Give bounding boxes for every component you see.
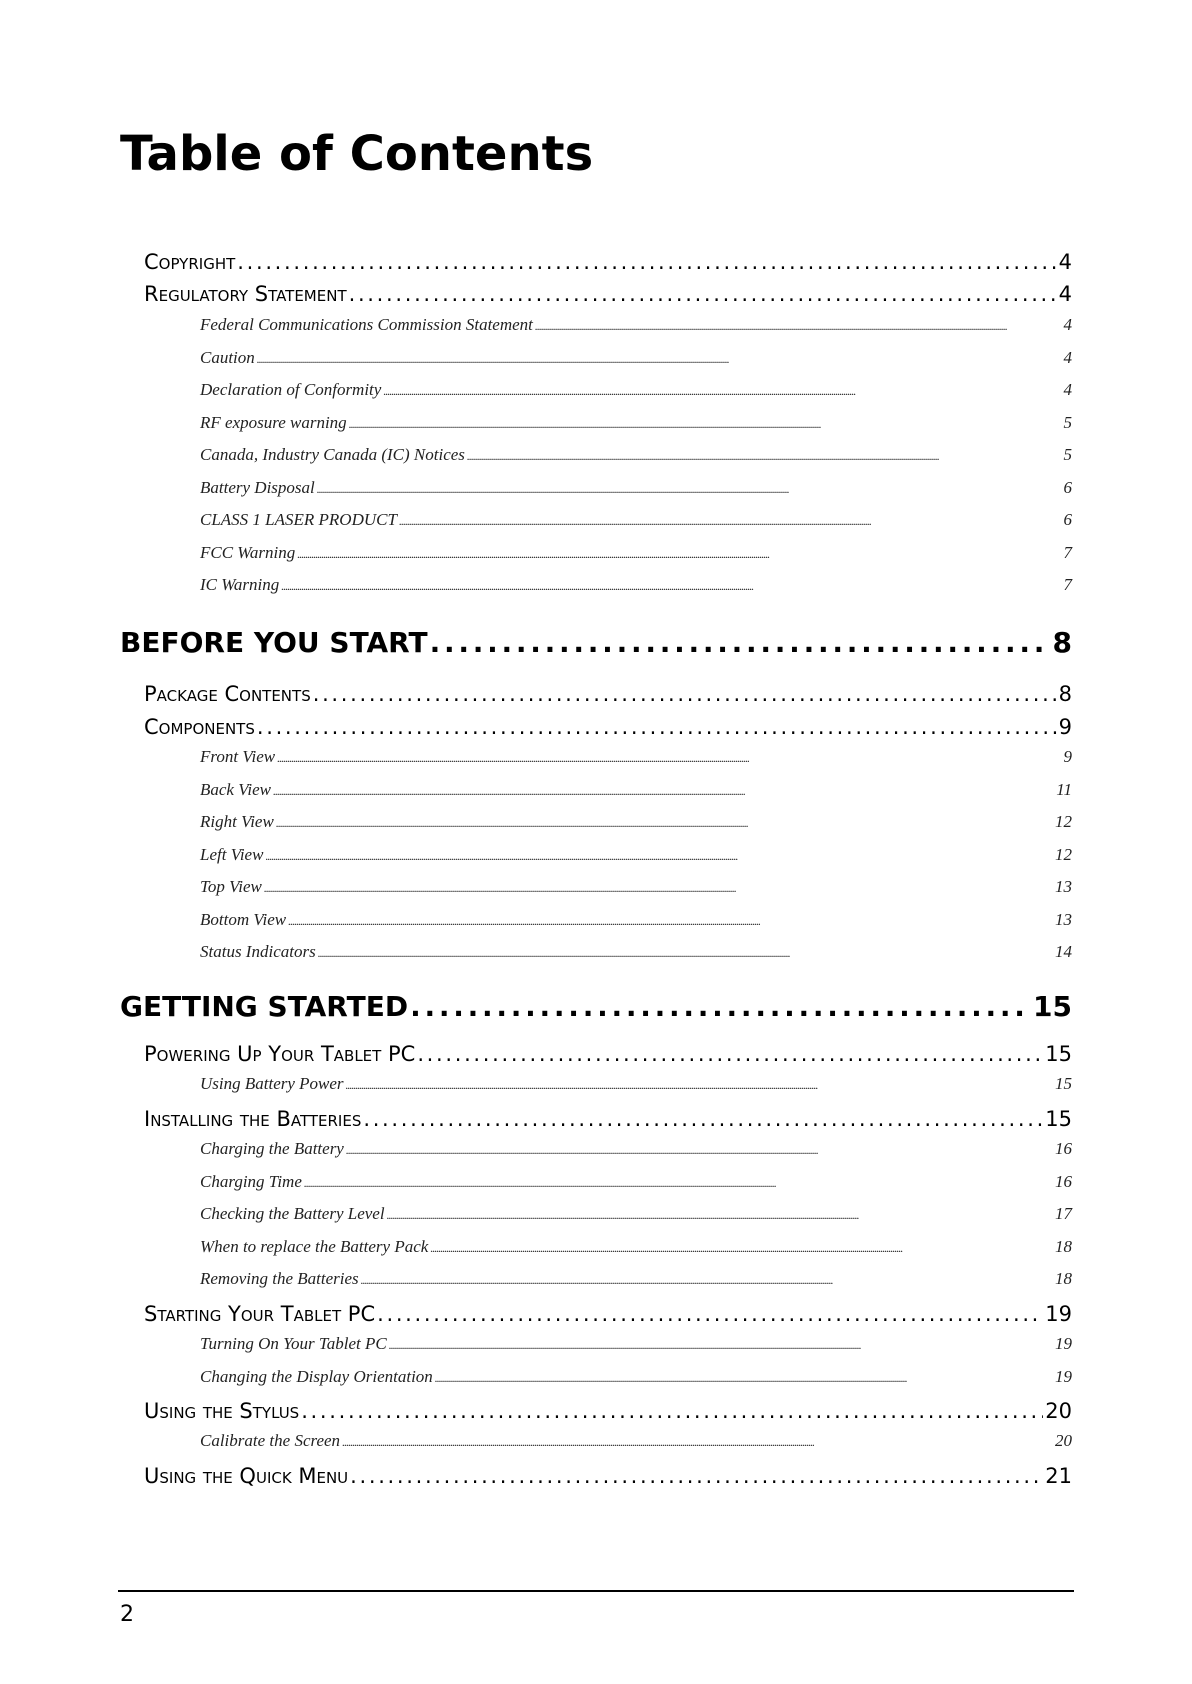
toc-entry-page: 4: [1063, 380, 1072, 399]
toc-entry-page: 13: [1055, 910, 1072, 929]
toc-entry-starting-tablet[interactable]: [144, 1302, 1072, 1334]
toc-entry-title: Copyright: [144, 250, 236, 274]
toc-entry-page: 19: [1045, 1302, 1072, 1326]
toc-entry-page: 21: [1045, 1464, 1072, 1488]
toc-entry-copyright[interactable]: [144, 250, 1072, 282]
dot-leader: [383, 384, 1061, 399]
dot-leader: [346, 1143, 1053, 1158]
toc-entry-page: 8: [1058, 682, 1072, 706]
toc-entry-title: Status Indicators: [200, 942, 316, 961]
toc-entry-bottom-view[interactable]: [200, 910, 1072, 942]
toc-entry-page: 15: [1033, 990, 1072, 1023]
toc-entry-page: 15: [1045, 1042, 1072, 1066]
dot-leader: [317, 482, 1062, 497]
toc-entry-title: Changing the Display Orientation: [200, 1367, 433, 1386]
toc-entry-page: 6: [1063, 478, 1072, 497]
dot-leader: [361, 1273, 1053, 1288]
toc-entry-title: Right View: [200, 812, 274, 831]
toc-chapter-getting-started[interactable]: [120, 990, 1072, 1030]
toc-entry-regulatory-statement[interactable]: [144, 282, 1072, 314]
toc-entry-title: Back View: [200, 780, 271, 799]
toc-entry-page: 16: [1055, 1139, 1072, 1158]
toc-entry-components[interactable]: [144, 715, 1072, 747]
toc-entry-page: 20: [1045, 1399, 1072, 1423]
toc-entry-title: RF exposure warning: [200, 413, 347, 432]
toc-entry-title: Charging Time: [200, 1172, 302, 1191]
dot-leader: [435, 1371, 1053, 1386]
dot-leader: [387, 1208, 1053, 1223]
toc-entry-title: Components: [144, 715, 255, 739]
toc-entry-calibrate-screen[interactable]: [200, 1431, 1072, 1463]
toc-entry-charging-the-battery[interactable]: [200, 1139, 1072, 1171]
toc-entry-page: 9: [1063, 747, 1072, 766]
toc-entry-page: 8: [1052, 626, 1072, 659]
toc-entry-page: 19: [1055, 1334, 1072, 1353]
toc-entry-page: 7: [1063, 575, 1072, 594]
page-number: 2: [120, 1602, 134, 1627]
toc-chapter-before-you-start[interactable]: [120, 626, 1072, 666]
dot-leader: [535, 319, 1062, 334]
toc-entry-page: 4: [1058, 282, 1072, 306]
toc-entry-powering-up[interactable]: [144, 1042, 1072, 1074]
dot-leader: [273, 784, 1054, 799]
toc-entry-page: 16: [1055, 1172, 1072, 1191]
toc-entry-title: Using the Stylus: [144, 1399, 300, 1423]
toc-entry-page: 5: [1063, 413, 1072, 432]
dot-leader: [313, 682, 1057, 706]
toc-entry-page: 19: [1055, 1367, 1072, 1386]
toc-entry-using-battery-power[interactable]: [200, 1074, 1072, 1106]
toc-entry-page: 15: [1055, 1074, 1072, 1093]
dot-leader: [377, 1302, 1043, 1326]
toc-entry-title: CLASS 1 LASER PRODUCT: [200, 510, 397, 529]
toc-entry-title: Package Contents: [144, 682, 311, 706]
toc-entry-page: 4: [1063, 348, 1072, 367]
dot-leader: [257, 352, 1062, 367]
dot-leader: [410, 990, 1031, 1023]
toc-entry-fcc-statement[interactable]: [200, 315, 1072, 347]
toc-entry-title: Top View: [200, 877, 262, 896]
toc-entry-page: 4: [1063, 315, 1072, 334]
toc-entry-ic-warning[interactable]: [200, 575, 1072, 607]
dot-leader: [318, 946, 1053, 961]
dot-leader: [297, 547, 1061, 562]
footer-rule: [118, 1590, 1074, 1592]
toc-entry-when-to-replace-battery[interactable]: [200, 1237, 1072, 1269]
toc-entry-checking-battery-level[interactable]: [200, 1204, 1072, 1236]
dot-leader: [350, 1464, 1043, 1488]
dot-leader: [257, 715, 1057, 739]
dot-leader: [430, 626, 1051, 659]
dot-leader: [265, 849, 1053, 864]
dot-leader: [304, 1176, 1053, 1191]
dot-leader: [342, 1435, 1053, 1450]
toc-entry-title: Starting Your Tablet PC: [144, 1302, 376, 1326]
toc-entry-using-quick-menu[interactable]: [144, 1464, 1072, 1496]
dot-leader: [346, 1078, 1053, 1093]
toc-entry-title: Powering Up Your Tablet PC: [144, 1042, 416, 1066]
dot-leader: [399, 514, 1062, 529]
toc-entry-title: Turning On Your Tablet PC: [200, 1334, 387, 1353]
toc-entry-title: Battery Disposal: [200, 478, 315, 497]
toc-entry-front-view[interactable]: [200, 747, 1072, 779]
toc-entry-title: Regulatory Statement: [144, 282, 347, 306]
dot-leader: [349, 282, 1057, 306]
toc-entry-title: BEFORE YOU START: [120, 626, 428, 659]
toc-entry-back-view[interactable]: [200, 780, 1072, 812]
toc-entry-title: Bottom View: [200, 910, 287, 929]
toc-entry-page: 9: [1058, 715, 1072, 739]
toc-entry-canada-ic-notices[interactable]: [200, 445, 1072, 477]
toc-entry-page: 17: [1055, 1204, 1072, 1223]
dot-leader: [264, 881, 1053, 896]
toc-entry-display-orientation[interactable]: [200, 1367, 1072, 1399]
toc-entry-title: GETTING STARTED: [120, 990, 409, 1023]
toc-entry-charging-time[interactable]: [200, 1172, 1072, 1204]
toc-entry-right-view[interactable]: [200, 812, 1072, 844]
toc-entry-caution[interactable]: [200, 348, 1072, 380]
toc-entry-title: Charging the Battery: [200, 1139, 344, 1158]
toc-entry-page: 18: [1055, 1237, 1072, 1256]
page-title: Table of Contents: [120, 126, 594, 182]
toc-entry-page: 20: [1055, 1431, 1072, 1450]
toc-entry-title: Caution: [200, 348, 255, 367]
toc-entry-page: 12: [1055, 812, 1072, 831]
toc-entry-top-view[interactable]: [200, 877, 1072, 909]
toc-entry-page: 4: [1058, 250, 1072, 274]
toc-entry-status-indicators[interactable]: [200, 942, 1072, 974]
dot-leader: [277, 751, 1061, 766]
toc-entry-fcc-warning[interactable]: [200, 543, 1072, 575]
toc-entry-rf-exposure-warning[interactable]: [200, 413, 1072, 445]
toc-entry-title: Using Battery Power: [200, 1074, 344, 1093]
toc-entry-using-stylus[interactable]: [144, 1399, 1072, 1431]
toc-entry-title: Removing the Batteries: [200, 1269, 359, 1288]
toc-entry-title: Checking the Battery Level: [200, 1204, 385, 1223]
dot-leader: [281, 579, 1061, 594]
toc-entry-package-contents[interactable]: [144, 682, 1072, 714]
dot-leader: [276, 816, 1053, 831]
dot-leader: [301, 1399, 1043, 1423]
toc-entry-removing-batteries[interactable]: [200, 1269, 1072, 1301]
dot-leader: [467, 449, 1062, 464]
toc-entry-title: Installing the Batteries: [144, 1107, 362, 1131]
toc-entry-page: 13: [1055, 877, 1072, 896]
toc-entry-page: 18: [1055, 1269, 1072, 1288]
toc-entry-turning-on[interactable]: [200, 1334, 1072, 1366]
toc-entry-left-view[interactable]: [200, 845, 1072, 877]
dot-leader: [237, 250, 1056, 274]
dot-leader: [430, 1241, 1053, 1256]
toc-entry-title: Federal Communications Commission Statement: [200, 315, 533, 334]
toc-entry-installing-batteries[interactable]: [144, 1107, 1072, 1139]
toc-entry-page: 15: [1045, 1107, 1072, 1131]
dot-leader: [288, 914, 1053, 929]
dot-leader: [363, 1107, 1043, 1131]
toc-entry-title: When to replace the Battery Pack: [200, 1237, 429, 1256]
toc-entry-class-1-laser-product[interactable]: [200, 510, 1072, 542]
dot-leader: [349, 417, 1062, 432]
toc-entry-title: FCC Warning: [200, 543, 296, 562]
toc-entry-page: 14: [1055, 942, 1072, 961]
toc-entry-page: 12: [1055, 845, 1072, 864]
dot-leader: [417, 1042, 1043, 1066]
toc-entry-page: 11: [1056, 780, 1072, 799]
toc-entry-title: Front View: [200, 747, 276, 766]
dot-leader: [389, 1338, 1053, 1353]
toc-entry-title: Using the Quick Menu: [144, 1464, 349, 1488]
toc-entry-battery-disposal[interactable]: [200, 478, 1072, 510]
toc-entry-page: 6: [1063, 510, 1072, 529]
toc-entry-title: Left View: [200, 845, 264, 864]
toc-entry-page: 7: [1063, 543, 1072, 562]
toc-entry-declaration-of-conformity[interactable]: [200, 380, 1072, 412]
toc-entry-title: IC Warning: [200, 575, 280, 594]
toc-entry-title: Declaration of Conformity: [200, 380, 382, 399]
toc-entry-title: Canada, Industry Canada (IC) Notices: [200, 445, 465, 464]
toc-entry-title: Calibrate the Screen: [200, 1431, 341, 1450]
toc-entry-page: 5: [1063, 445, 1072, 464]
